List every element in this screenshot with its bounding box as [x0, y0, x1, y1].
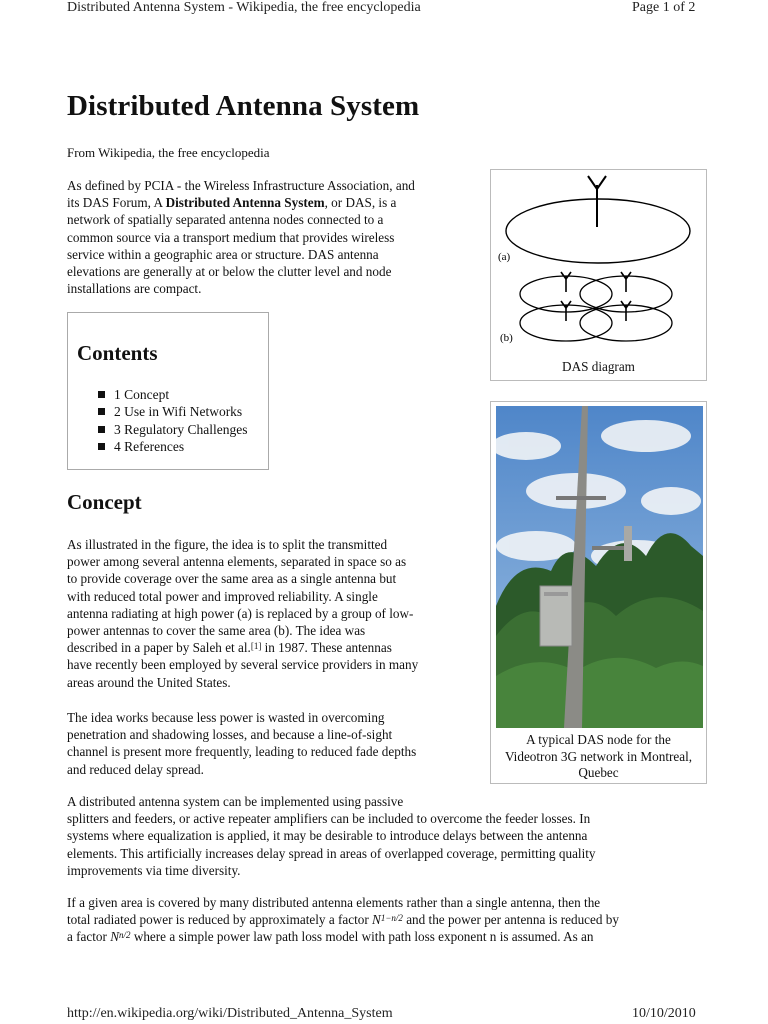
- das-node-photo-figure: [490, 401, 707, 784]
- toc-item-regulatory[interactable]: 3 Regulatory Challenges: [98, 421, 247, 438]
- concept-paragraph-2: The idea works because less power is wasted in overcoming penetration and shadowing losses, and because a line-of-sight channel is present more frequently, leading to reduced fade depths and reduced delay spread.: [67, 710, 417, 777]
- concept-paragraph-3: A distributed antenna system can be implemented using passive splitters and feeders, or active repeater amplifiers can be included to overcome the feeder losses. In systems where equalization is applied, it may be desirable to introduce delays between the antenna elements. This artificially increases delay spread in areas of overlapped coverage, permitting quality improvements via time diversity.: [67, 794, 596, 878]
- toc-item-wifi[interactable]: 2 Use in Wifi Networks: [98, 403, 247, 420]
- diagram-caption: DAS diagram: [562, 359, 635, 374]
- print-date: 10/10/2010: [632, 1006, 696, 1021]
- bullet-icon: [98, 391, 105, 398]
- table-of-contents: [67, 312, 269, 470]
- toc-item-references[interactable]: 4 References: [98, 438, 247, 455]
- section-heading-concept: Concept: [67, 490, 142, 514]
- photo-caption: A typical DAS node for the Videotron 3G network in Montreal, Quebec: [504, 732, 693, 780]
- das-node-photo: [496, 406, 703, 728]
- bullet-icon: [98, 443, 105, 450]
- toc-item-concept[interactable]: 1 Concept: [98, 386, 247, 403]
- concept-paragraph-4: If a given area is covered by many distributed antenna elements rather than a single antenna, then the total radiated power is reduced by approximately a factor $N^{1-n/2}$ and the power per antenna is reduced by a factor $N^{n/2}$ where a simple power law path loss model with path loss exponent n is assumed. As an: [67, 895, 619, 945]
- source-tagline: From Wikipedia, the free encyclopedia: [67, 145, 270, 160]
- das-diagram-image: [491, 170, 706, 355]
- concept-paragraph-1: As illustrated in the figure, the idea is to split the transmitted power among several antenna elements, separated in space so as to provide coverage over the same area as a single antenna but with reduced total power and improved reliability. A single antenna radiating at high power (a) is replaced by a group of low- power antennas to cover the same area (b). The idea was described in a paper by Saleh et al.[1] in 1987. These antennas have recently been employed by several service providers in many areas around the United States.: [67, 537, 419, 690]
- bullet-icon: [98, 426, 105, 433]
- bullet-icon: [98, 408, 105, 415]
- page-number: Page 1 of 2: [632, 0, 696, 15]
- page-url: http://en.wikipedia.org/wiki/Distributed_Antenna_System: [67, 1006, 393, 1021]
- bold-term: Distributed Antenna System: [165, 195, 325, 211]
- das-diagram-figure: [490, 169, 707, 381]
- reference-link[interactable]: [1]: [250, 641, 262, 652]
- svg-text:(b): (b): [500, 332, 513, 344]
- toc-list: [98, 386, 247, 455]
- page-title: Distributed Antenna System: [67, 90, 420, 122]
- toc-heading: Contents: [77, 341, 158, 365]
- document-title-header: Distributed Antenna System - Wikipedia, the free encyclopedia: [67, 0, 421, 15]
- intro-paragraph: As defined by PCIA - the Wireless Infrastructure Association, and its DAS Forum, A Distributed Antenna System, or DAS, is a network of spatially separated antenna nodes connected to a common source via a transport medium that provides wireless service within a geographic area or structure. DAS antenna elevations are generally at or below the clutter level and node installations are compact.: [67, 178, 415, 297]
- svg-text:(a): (a): [498, 251, 511, 263]
